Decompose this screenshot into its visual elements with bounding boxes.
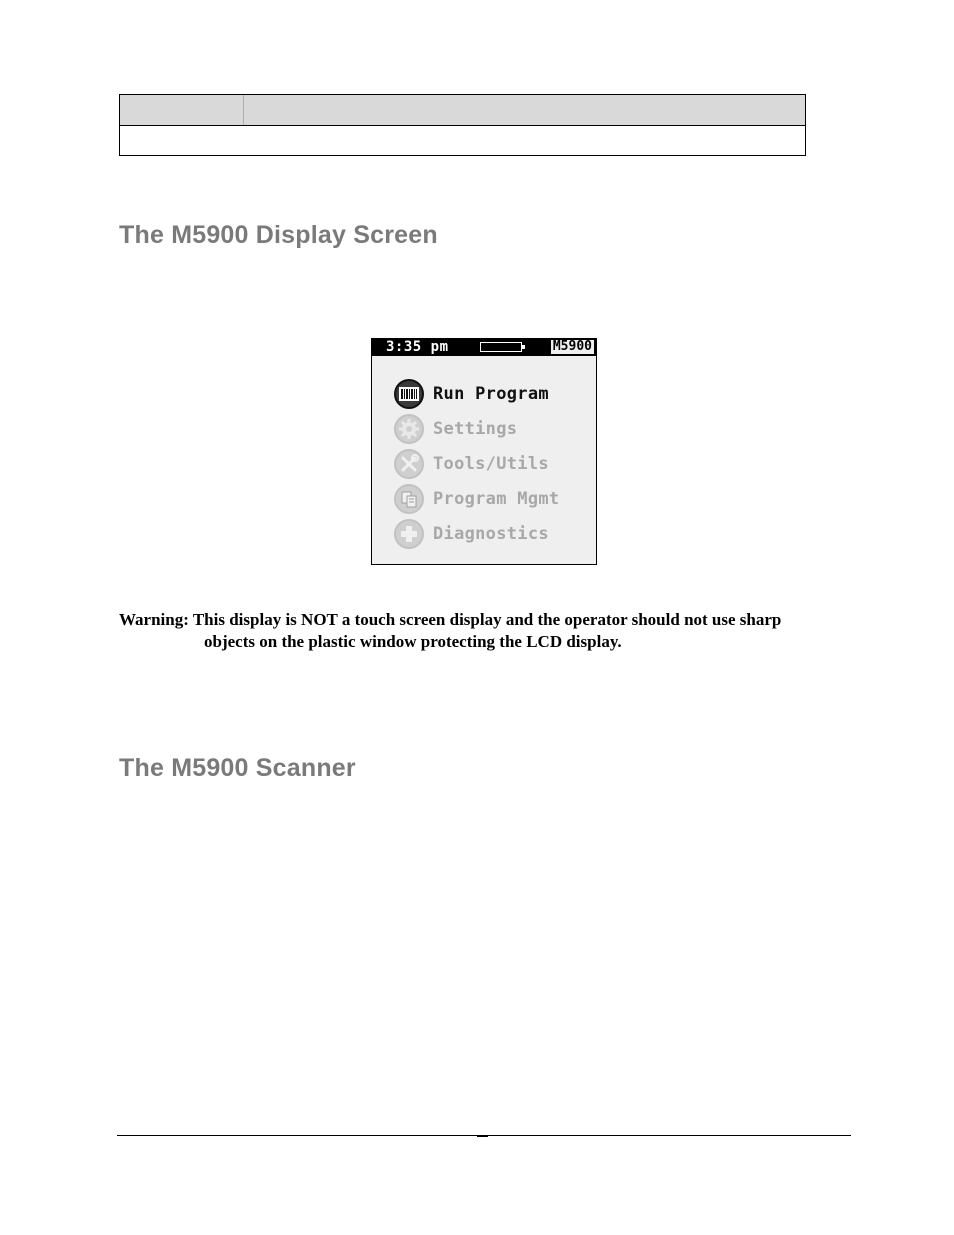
table-header-row [120, 95, 805, 126]
menu-item-label: Program Mgmt [433, 488, 560, 509]
table-header-cell [120, 95, 244, 125]
barcode-icon [394, 379, 424, 409]
warning-line-2: objects on the plastic window protecting the LCD display. [204, 632, 622, 651]
lcd-screenshot [371, 338, 597, 565]
menu-item-label: Settings [433, 418, 518, 439]
lcd-model-name: M5900 [552, 339, 592, 354]
lcd-clock: 3:35 pm [386, 339, 449, 355]
menu-item-settings[interactable] [394, 411, 559, 446]
warning-line-1: Warning: This display is NOT a touch screen display and the operator should not use sharp [119, 610, 782, 629]
menu-item-tools-utils[interactable] [394, 446, 559, 481]
cross-icon [394, 519, 424, 549]
battery-icon [480, 342, 522, 352]
wrench-screwdriver-icon [394, 449, 424, 479]
menu-item-label: Diagnostics [433, 523, 549, 544]
menu-item-label: Tools/Utils [433, 453, 549, 474]
menu-item-program-mgmt[interactable] [394, 481, 559, 516]
page-number-mark [477, 1135, 488, 1137]
section-heading-display-screen: The M5900 Display Screen [119, 221, 438, 249]
table-fragment [119, 94, 806, 156]
lcd-status-bar [372, 339, 596, 356]
menu-item-diagnostics[interactable] [394, 516, 559, 551]
menu-item-label: Run Program [433, 383, 549, 404]
lcd-main-menu [394, 376, 559, 551]
warning-note [119, 609, 859, 653]
gear-icon [394, 414, 424, 444]
menu-item-run-program[interactable] [394, 376, 559, 411]
section-heading-scanner: The M5900 Scanner [119, 754, 356, 782]
documents-icon [394, 484, 424, 514]
